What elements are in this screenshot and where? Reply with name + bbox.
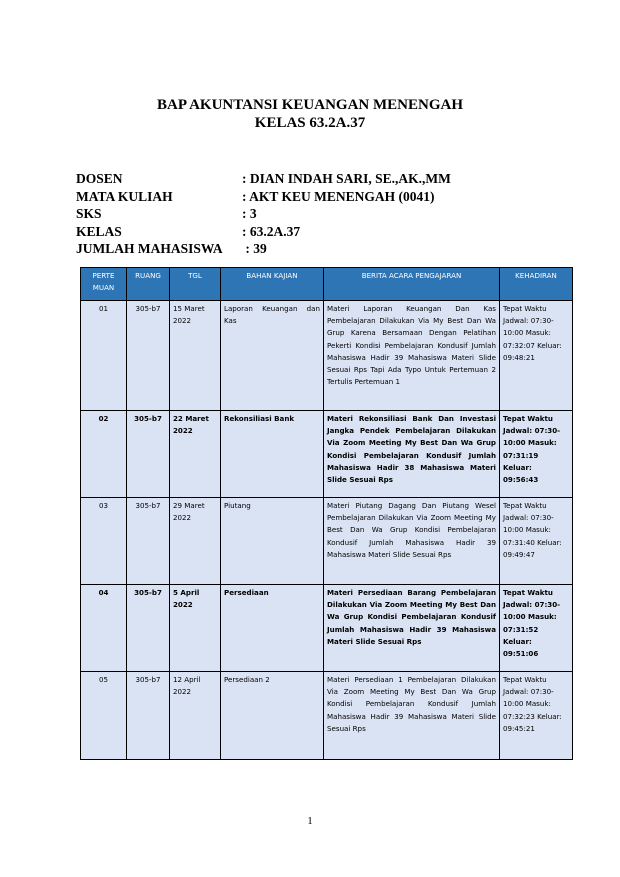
info-label: DOSEN — [76, 171, 123, 186]
cell-ruang: 305-b7 — [127, 301, 170, 411]
cell-bahan-kajian: Piutang — [221, 498, 324, 585]
cell-pertemuan: 05 — [81, 672, 127, 760]
cell-ruang: 305-b7 — [127, 672, 170, 760]
cell-pertemuan: 01 — [81, 301, 127, 411]
header-bahan-kajian: BAHAN KAJIAN — [221, 268, 324, 301]
cell-tgl: 12 April 2022 — [170, 672, 221, 760]
cell-tgl: 22 Maret 2022 — [170, 411, 221, 498]
cell-berita-acara: Materi Persediaan 1 Pembelajaran Dilakukan Via Zoom Meeting My Best Dan Wa Grup Kondisi Pembelajaran Kondusif Jumlah Mahasiswa Hadir 39 Mahasiswa Materi Slide Sesuai Rps — [324, 672, 500, 760]
cell-bahan-kajian: Persediaan — [221, 585, 324, 672]
cell-ruang: 305-b7 — [127, 498, 170, 585]
cell-berita-acara: Materi Laporan Keuangan Dan Kas Pembelajaran Dilakukan Via My Best Dan Wa Grup Karena Bersamaan Dengan Pelatihan Pekerti Kondisi Pembelajaran Kondusif Jumlah Mahasiswa Hadir 39 Mahasiswa Materi Slide Sesuai Rps Tapi Ada Typo Untuk Pertemuan 2 Tertulis Pertemuan 1 — [324, 301, 500, 411]
cell-kehadiran: Tepat Waktu Jadwal: 07:30-10:00 Masuk: 07:31:52 Keluar: 09:51:06 — [500, 585, 573, 672]
header-pertemuan: PERTE MUAN — [81, 268, 127, 301]
cell-kehadiran: Tepat Waktu Jadwal: 07:30-10:00 Masuk: 07:31:40 Keluar: 09:49:47 — [500, 498, 573, 585]
table-row — [81, 411, 573, 498]
cell-berita-acara: Materi Piutang Dagang Dan Piutang Wesel Pembelajaran Dilakukan Via Zoom Meeting My Best Dan Wa Grup Kondisi Pembelajaran Kondusif Jumlah Mahasiswa Hadir 39 Mahasiswa Materi Slide Sesuai Rps — [324, 498, 500, 585]
cell-bahan-kajian: Laporan Keuangan dan Kas — [221, 301, 324, 411]
attendance-table — [80, 267, 573, 760]
info-row-kelas — [76, 223, 451, 241]
info-label: KELAS — [76, 223, 122, 239]
table-header-row — [81, 268, 573, 301]
info-label: MATA KULIAH — [76, 188, 173, 204]
table-row — [81, 672, 573, 760]
info-value: : AKT KEU MENENGAH (0041) — [242, 188, 435, 204]
header-berita-acara: BERITA ACARA PENGAJARAN — [324, 268, 500, 301]
cell-tgl: 5 April 2022 — [170, 585, 221, 672]
cell-tgl: 15 Maret 2022 — [170, 301, 221, 411]
info-value: : 3 — [242, 206, 257, 221]
cell-kehadiran: Tepat Waktu Jadwal: 07:30-10:00 Masuk: 07:32:23 Keluar: 09:45:21 — [500, 672, 573, 760]
table-row — [81, 301, 573, 411]
info-label: SKS — [76, 206, 102, 221]
table-row — [81, 585, 573, 672]
cell-berita-acara: Materi Rekonsiliasi Bank Dan Investasi Jangka Pendek Pembelajaran Dilakukan Via Zoom Meeting My Best Dan Wa Grup Kondisi Pembelajaran Kondusif Jumlah Mahasiswa Hadir 38 Mahasiswa Materi Slide Sesuai Rps — [324, 411, 500, 498]
info-value: : 39 — [245, 241, 267, 256]
info-row-mata-kuliah — [76, 188, 451, 206]
cell-bahan-kajian: Persediaan 2 — [221, 672, 324, 760]
cell-pertemuan: 04 — [81, 585, 127, 672]
course-info — [76, 170, 451, 258]
cell-pertemuan: 02 — [81, 411, 127, 498]
cell-ruang: 305-b7 — [127, 411, 170, 498]
cell-kehadiran: Tepat Waktu Jadwal: 07:30-10:00 Masuk: 07:31:19 Keluar: 09:56:43 — [500, 411, 573, 498]
header-kehadiran: KEHADIRAN — [500, 268, 573, 301]
cell-kehadiran: Tepat Waktu Jadwal: 07:30-10:00 Masuk: 07:32:07 Keluar: 09:48:21 — [500, 301, 573, 411]
info-value: : DIAN INDAH SARI, SE.,AK.,MM — [242, 171, 451, 186]
cell-ruang: 305-b7 — [127, 585, 170, 672]
info-value: : 63.2A.37 — [242, 223, 301, 239]
document-subtitle: KELAS 63.2A.37 — [254, 115, 366, 131]
cell-tgl: 29 Maret 2022 — [170, 498, 221, 585]
info-row-dosen — [76, 170, 451, 188]
cell-bahan-kajian: Rekonsiliasi Bank — [221, 411, 324, 498]
cell-berita-acara: Materi Persediaan Barang Pembelajaran Dilakukan Via Zoom Meeting My Best Dan Wa Grup Kondisi Pembelajaran Kondusif Jumlah Mahasiswa Hadir 39 Mahasiswa Materi Slide Sesuai Rps — [324, 585, 500, 672]
info-row-sks — [76, 205, 451, 223]
cell-pertemuan: 03 — [81, 498, 127, 585]
table-row — [81, 498, 573, 585]
info-label: JUMLAH MAHASISWA — [76, 241, 223, 256]
header-ruang: RUANG — [127, 268, 170, 301]
header-tgl: TGL — [170, 268, 221, 301]
info-row-jumlah-mahasiswa — [76, 240, 451, 258]
document-title: BAP AKUNTANSI KEUANGAN MENENGAH — [157, 97, 463, 113]
page-number: 1 — [307, 815, 313, 827]
